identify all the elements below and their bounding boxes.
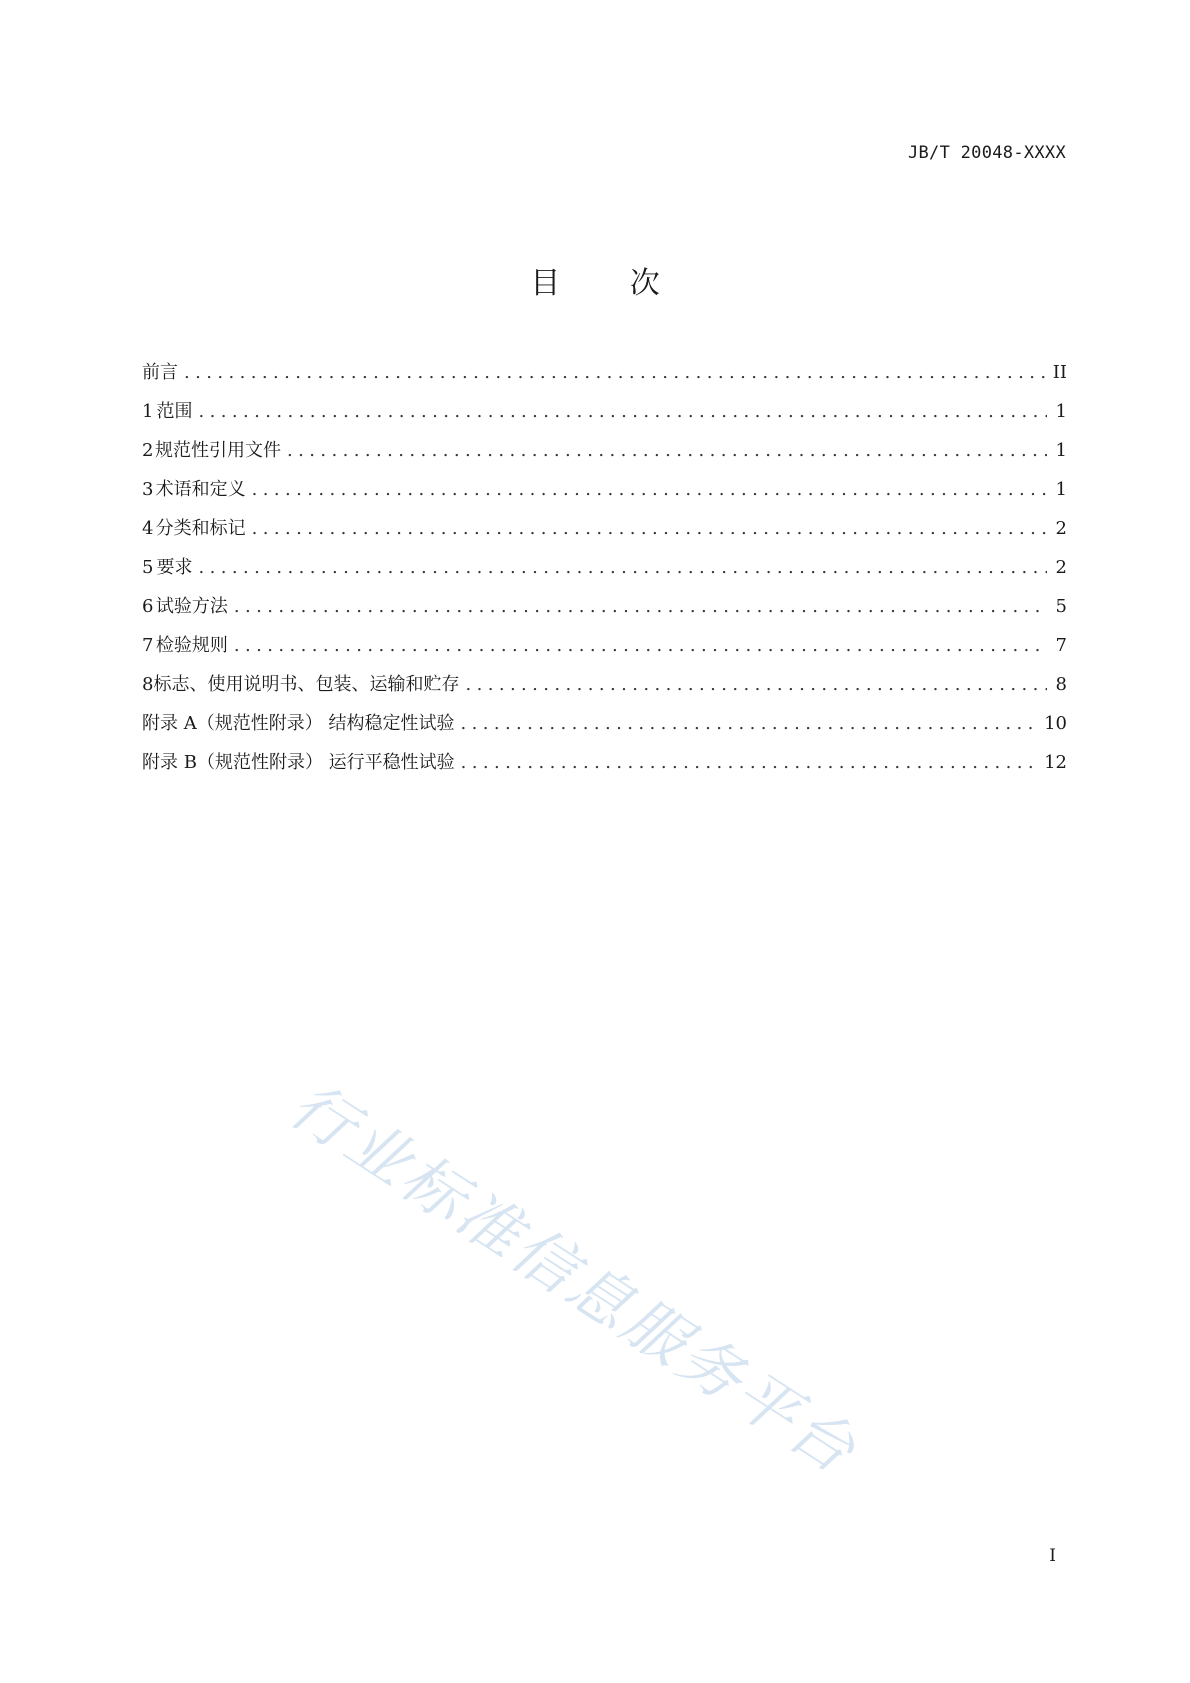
toc-entry-page: 8 xyxy=(1055,674,1067,695)
toc-entry-label: 标志、使用说明书、包装、运输和贮存 xyxy=(153,674,460,695)
toc-entry-6[interactable] xyxy=(142,592,1067,631)
toc-entry-page: 12 xyxy=(1044,752,1067,773)
document-code: JB/T 20048-XXXX xyxy=(907,143,1066,163)
toc-entry-label: 术语和定义 xyxy=(155,479,246,500)
toc-leader-dots xyxy=(234,596,1047,617)
toc-entry-page: 1 xyxy=(1055,401,1067,422)
toc-entry-label: 检验规则 xyxy=(155,635,228,656)
toc-entry-3[interactable] xyxy=(142,475,1067,514)
toc-entry-label: 分类和标记 xyxy=(155,518,246,539)
toc-entry-number: 8 xyxy=(142,674,154,695)
toc-entry-page: 2 xyxy=(1055,557,1067,578)
toc-leader-dots xyxy=(465,674,1047,695)
toc-entry-label: 附录 A（规范性附录） 结构稳定性试验 xyxy=(142,713,455,734)
toc-entry-appendix-a[interactable] xyxy=(142,709,1067,748)
toc-entry-appendix-b[interactable] xyxy=(142,748,1067,787)
toc-leader-dots xyxy=(252,479,1047,500)
table-of-contents xyxy=(142,358,1067,787)
toc-entry-number: 4 xyxy=(142,518,154,539)
toc-entry-label: 试验方法 xyxy=(155,596,228,617)
toc-leader-dots xyxy=(199,401,1047,422)
toc-entry-number: 7 xyxy=(142,635,154,656)
toc-entry-foreword[interactable] xyxy=(142,358,1067,397)
toc-entry-label: 规范性引用文件 xyxy=(155,440,282,461)
toc-entry-label: 范围 xyxy=(156,401,193,422)
toc-entry-1[interactable] xyxy=(142,397,1067,436)
toc-entry-number: 1 xyxy=(142,401,154,422)
toc-entry-label: 附录 B（规范性附录） 运行平稳性试验 xyxy=(142,752,455,773)
page-number: I xyxy=(1049,1546,1056,1566)
toc-entry-4[interactable] xyxy=(142,514,1067,553)
toc-entry-page: 2 xyxy=(1055,518,1067,539)
toc-entry-label: 要求 xyxy=(156,557,193,578)
toc-entry-page: 1 xyxy=(1055,440,1067,461)
toc-entry-page: 1 xyxy=(1055,479,1067,500)
toc-entry-number: 2 xyxy=(142,440,154,461)
toc-entry-5[interactable] xyxy=(142,553,1067,592)
toc-entry-number: 6 xyxy=(142,596,154,617)
toc-leader-dots xyxy=(199,557,1047,578)
toc-entry-8[interactable] xyxy=(142,670,1067,709)
toc-entry-label: 前言 xyxy=(142,362,178,383)
toc-leader-dots xyxy=(287,440,1047,461)
toc-leader-dots xyxy=(184,362,1047,383)
toc-leader-dots xyxy=(252,518,1047,539)
toc-title: 目 次 xyxy=(530,266,690,301)
toc-entry-page: 7 xyxy=(1055,635,1067,656)
toc-leader-dots xyxy=(461,752,1038,773)
toc-leader-dots xyxy=(234,635,1047,656)
toc-entry-number: 3 xyxy=(142,479,154,500)
toc-leader-dots xyxy=(460,713,1038,734)
toc-entry-number: 5 xyxy=(142,557,154,578)
toc-entry-page: II xyxy=(1052,362,1067,383)
toc-entry-page: 5 xyxy=(1055,596,1067,617)
watermark: 行业标准信息服务平台 xyxy=(277,1068,871,1489)
toc-entry-7[interactable] xyxy=(142,631,1067,670)
toc-entry-2[interactable] xyxy=(142,436,1067,475)
toc-entry-page: 10 xyxy=(1044,713,1067,734)
